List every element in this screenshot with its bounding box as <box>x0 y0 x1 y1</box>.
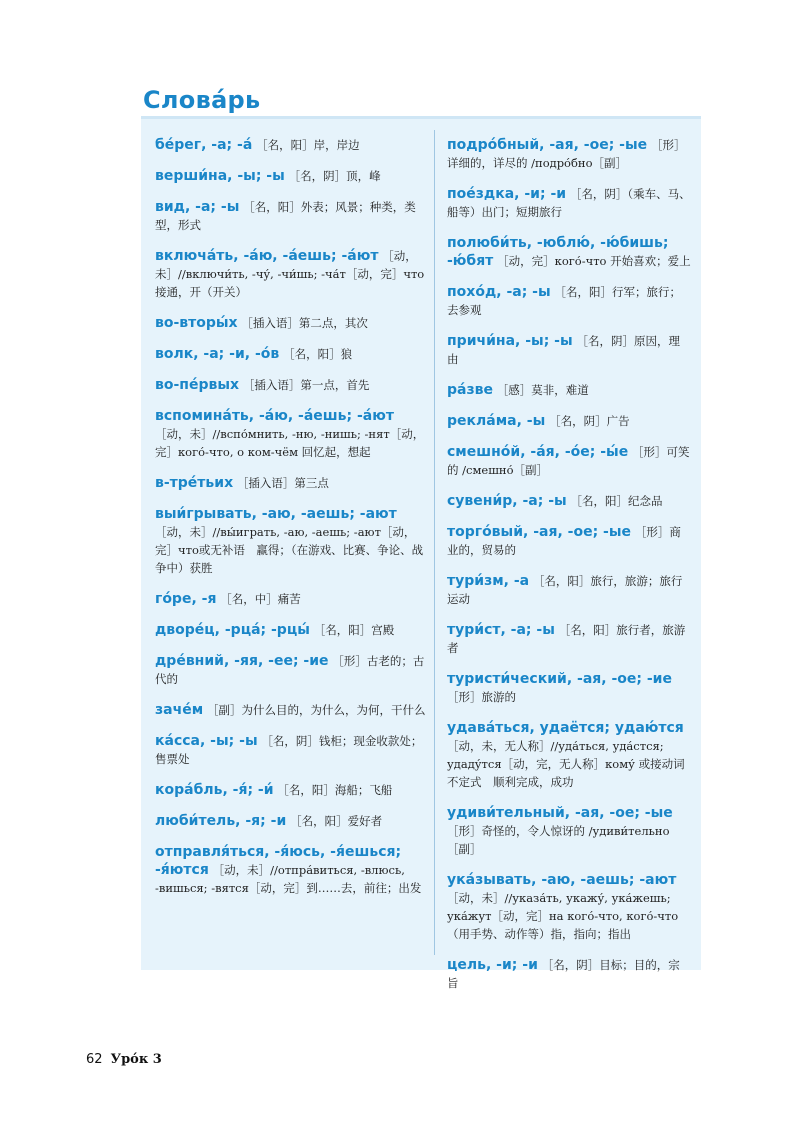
vocab-entry <box>155 167 427 185</box>
entry-gloss: ［名，阴］原因，理由 <box>447 334 680 366</box>
entry-headword: бе́рег, -а; -а́ <box>155 137 253 153</box>
vocab-entry <box>447 443 691 479</box>
entry-gloss: ［动，未］//включи́ть, -чу́, -чи́шь; -ча́т［动，完］что 接通，开（开关） <box>155 249 425 299</box>
entry-headword: удиви́тельный, -ая, -ое; -ые <box>447 805 673 821</box>
vocab-entry <box>447 871 691 943</box>
entry-headword: тури́ст, -а; -ы <box>447 622 555 638</box>
vocab-entry <box>155 505 427 577</box>
vocab-entry <box>155 474 427 492</box>
entry-headword: волк, -а; -и, -о́в <box>155 346 280 362</box>
entry-headword: выи́грывать, -аю, -аешь; -ают <box>155 506 397 522</box>
entry-gloss: ［动，未］//вспо́мнить, -ню, -нишь; -нят［动，完］кого́-что, о ком-чём 回忆起，想起 <box>155 427 425 459</box>
vocab-entry <box>155 247 427 301</box>
vocab-entry <box>155 136 427 154</box>
entry-headword: причи́на, -ы; -ы <box>447 333 573 349</box>
entry-gloss: ［形］可笑的 /смешно́［副］ <box>447 445 690 477</box>
entry-gloss: ［名，阳］爱好者 <box>290 814 383 828</box>
entry-gloss: ［形］旅游的 <box>447 690 516 704</box>
vocab-entry <box>155 314 427 332</box>
vocab-entry <box>155 652 427 688</box>
entry-headword: отправля́ться, -я́юсь, -я́ешься; -я́ются <box>155 844 402 878</box>
entry-headword: заче́м <box>155 702 204 718</box>
entry-headword: ка́сса, -ы; -ы <box>155 733 258 749</box>
entry-gloss: ［副］为什么目的，为什么，为何，干什么 <box>206 703 426 717</box>
entry-gloss: ［名，阴］顶，峰 <box>288 169 381 183</box>
entry-headword: удава́ться, удаётся; удаю́тся <box>447 720 684 736</box>
vocab-entry <box>447 719 691 791</box>
entry-gloss: ［名，阴］广告 <box>549 414 630 428</box>
entry-gloss: ［名，阳］行军；旅行；去参观 <box>447 285 681 317</box>
vocab-entry <box>155 376 427 394</box>
vocab-entry <box>155 732 427 768</box>
entry-headword: дре́вний, -яя, -ее; -ие <box>155 653 329 669</box>
entry-gloss: ［名，阴］（乘车、马、船等）出门；短期旅行 <box>447 187 691 219</box>
vocab-entry <box>447 332 691 368</box>
entry-headword: похо́д, -а; -ы <box>447 284 551 300</box>
entry-headword: смешно́й, -а́я, -о́е; -ы́е <box>447 444 629 460</box>
page-footer <box>86 1052 162 1067</box>
entry-headword: дворе́ц, -рца́; -рцы́ <box>155 622 310 638</box>
vocab-entry <box>447 804 691 858</box>
entry-headword: во-вторы́х <box>155 315 238 331</box>
entry-headword: в-тре́тьих <box>155 475 234 491</box>
entry-headword: ра́зве <box>447 382 493 398</box>
entry-headword: во-пе́рвых <box>155 377 240 393</box>
entry-gloss: ［形］商业的，贸易的 <box>447 525 681 557</box>
entry-gloss: ［名，阳］纪念品 <box>570 494 663 508</box>
entry-headword: полюби́ть, -юблю́, -ю́бишь; -ю́бят <box>447 235 669 269</box>
entry-gloss: ［形］古老的；古代的 <box>155 654 425 686</box>
vocab-entry <box>155 812 427 830</box>
vocab-entry <box>447 136 691 172</box>
entry-gloss: ［名，阳］外表；风景；种类，类型，形式 <box>155 200 416 232</box>
entry-headword: сувени́р, -а; -ы <box>447 493 567 509</box>
right-column <box>447 136 691 1005</box>
page-number: 62 <box>86 1052 103 1067</box>
entry-gloss: ［名，阳］海船；飞船 <box>277 783 393 797</box>
vocab-entry <box>447 956 691 992</box>
entry-headword: рекла́ма, -ы <box>447 413 546 429</box>
column-divider <box>434 130 435 955</box>
entry-gloss: ［形］详细的，详尽的 /подро́бно［副］ <box>447 138 686 170</box>
page-title: Слова́рь <box>143 86 261 114</box>
entry-gloss: ［感］莫非，难道 <box>496 383 589 397</box>
entry-headword: включа́ть, -а́ю, -а́ешь; -а́ют <box>155 248 379 264</box>
entry-headword: торго́вый, -ая, -ое; -ые <box>447 524 632 540</box>
entry-headword: люби́тель, -я; -и <box>155 813 287 829</box>
vocab-entry <box>155 701 427 719</box>
entry-gloss: ［动，未，无人称］//уда́ться, уда́стся; удаду́тся［动，完，无人称］кому́ 或接动词不定式 顺利完成，成功 <box>447 739 685 789</box>
vocab-entry <box>447 670 691 706</box>
entry-headword: вспомина́ть, -а́ю, -а́ешь; -а́ют <box>155 408 394 424</box>
entry-gloss: ［插入语］第一点，首先 <box>242 378 370 392</box>
vocab-entry <box>447 492 691 510</box>
vocab-entry <box>447 185 691 221</box>
vocab-entry <box>447 234 691 270</box>
vocab-entry <box>155 590 427 608</box>
entry-headword: туристи́ческий, -ая, -ое; -ие <box>447 671 672 687</box>
entry-gloss: ［名，中］痛苦 <box>220 592 301 606</box>
vocab-entry <box>155 345 427 363</box>
vocab-entry <box>447 621 691 657</box>
vocab-entry <box>155 781 427 799</box>
vocab-entry <box>447 572 691 608</box>
entry-gloss: ［名，阳］旅行，旅游；旅行运动 <box>447 574 683 606</box>
left-column <box>155 136 427 910</box>
entry-gloss: ［插入语］第三点 <box>236 476 329 490</box>
vocab-entry <box>155 198 427 234</box>
entry-headword: цель, -и; -и <box>447 957 538 973</box>
vocab-entry <box>447 283 691 319</box>
vocab-entry <box>447 523 691 559</box>
vocab-entry <box>447 412 691 430</box>
panel-top-border <box>141 116 701 119</box>
entry-headword: пое́здка, -и; -и <box>447 186 567 202</box>
entry-gloss: ［名，阳］狼 <box>283 347 353 361</box>
entry-gloss: ［动，未］//указа́ть, укажу́, ука́жешь; ука́жут［动，完］на кого́-что, кого́-что（用手势、动作等）指，指向；指出 <box>447 891 679 941</box>
lesson-label: Уро́к 3 <box>110 1052 162 1067</box>
vocab-entry <box>155 621 427 639</box>
entry-gloss: ［动，未］//вы́играть, -аю, -аешь; -ают［动，完］что或无补语 赢得；（在游戏、比赛、争论、战争中）获胜 <box>155 525 424 575</box>
entry-gloss: ［名，阳］宫殿 <box>313 623 395 637</box>
entry-gloss: ［动，未］//отпра́виться, -влюсь, -вишься; -вятся［动，完］到……去，前往；出发 <box>155 863 422 895</box>
vocab-entry <box>155 843 427 897</box>
entry-gloss: ［插入语］第二点，其次 <box>241 316 368 330</box>
vocab-entry <box>447 381 691 399</box>
entry-gloss: ［形］奇怪的，令人惊讶的 /удиви́тельно［副］ <box>447 824 670 856</box>
entry-gloss: ［名，阳］岸，岸边 <box>256 138 360 152</box>
entry-headword: го́ре, -я <box>155 591 217 607</box>
entry-headword: кора́бль, -я́; -и́ <box>155 782 274 798</box>
vocab-entry <box>155 407 427 461</box>
entry-headword: верши́на, -ы; -ы <box>155 168 285 184</box>
entry-gloss: ［动，完］кого́-что 开始喜欢；爱上 <box>497 254 691 268</box>
entry-headword: тури́зм, -а <box>447 573 530 589</box>
entry-headword: вид, -а; -ы <box>155 199 240 215</box>
entry-gloss: ［名，阴］目标；目的，宗旨 <box>447 958 680 990</box>
entry-gloss: ［名，阴］钱柜；现金收款处；售票处 <box>155 734 423 766</box>
entry-gloss: ［名，阳］旅行者，旅游者 <box>447 623 686 655</box>
entry-headword: ука́зывать, -аю, -аешь; -ают <box>447 872 677 888</box>
entry-headword: подро́бный, -ая, -ое; -ые <box>447 137 648 153</box>
